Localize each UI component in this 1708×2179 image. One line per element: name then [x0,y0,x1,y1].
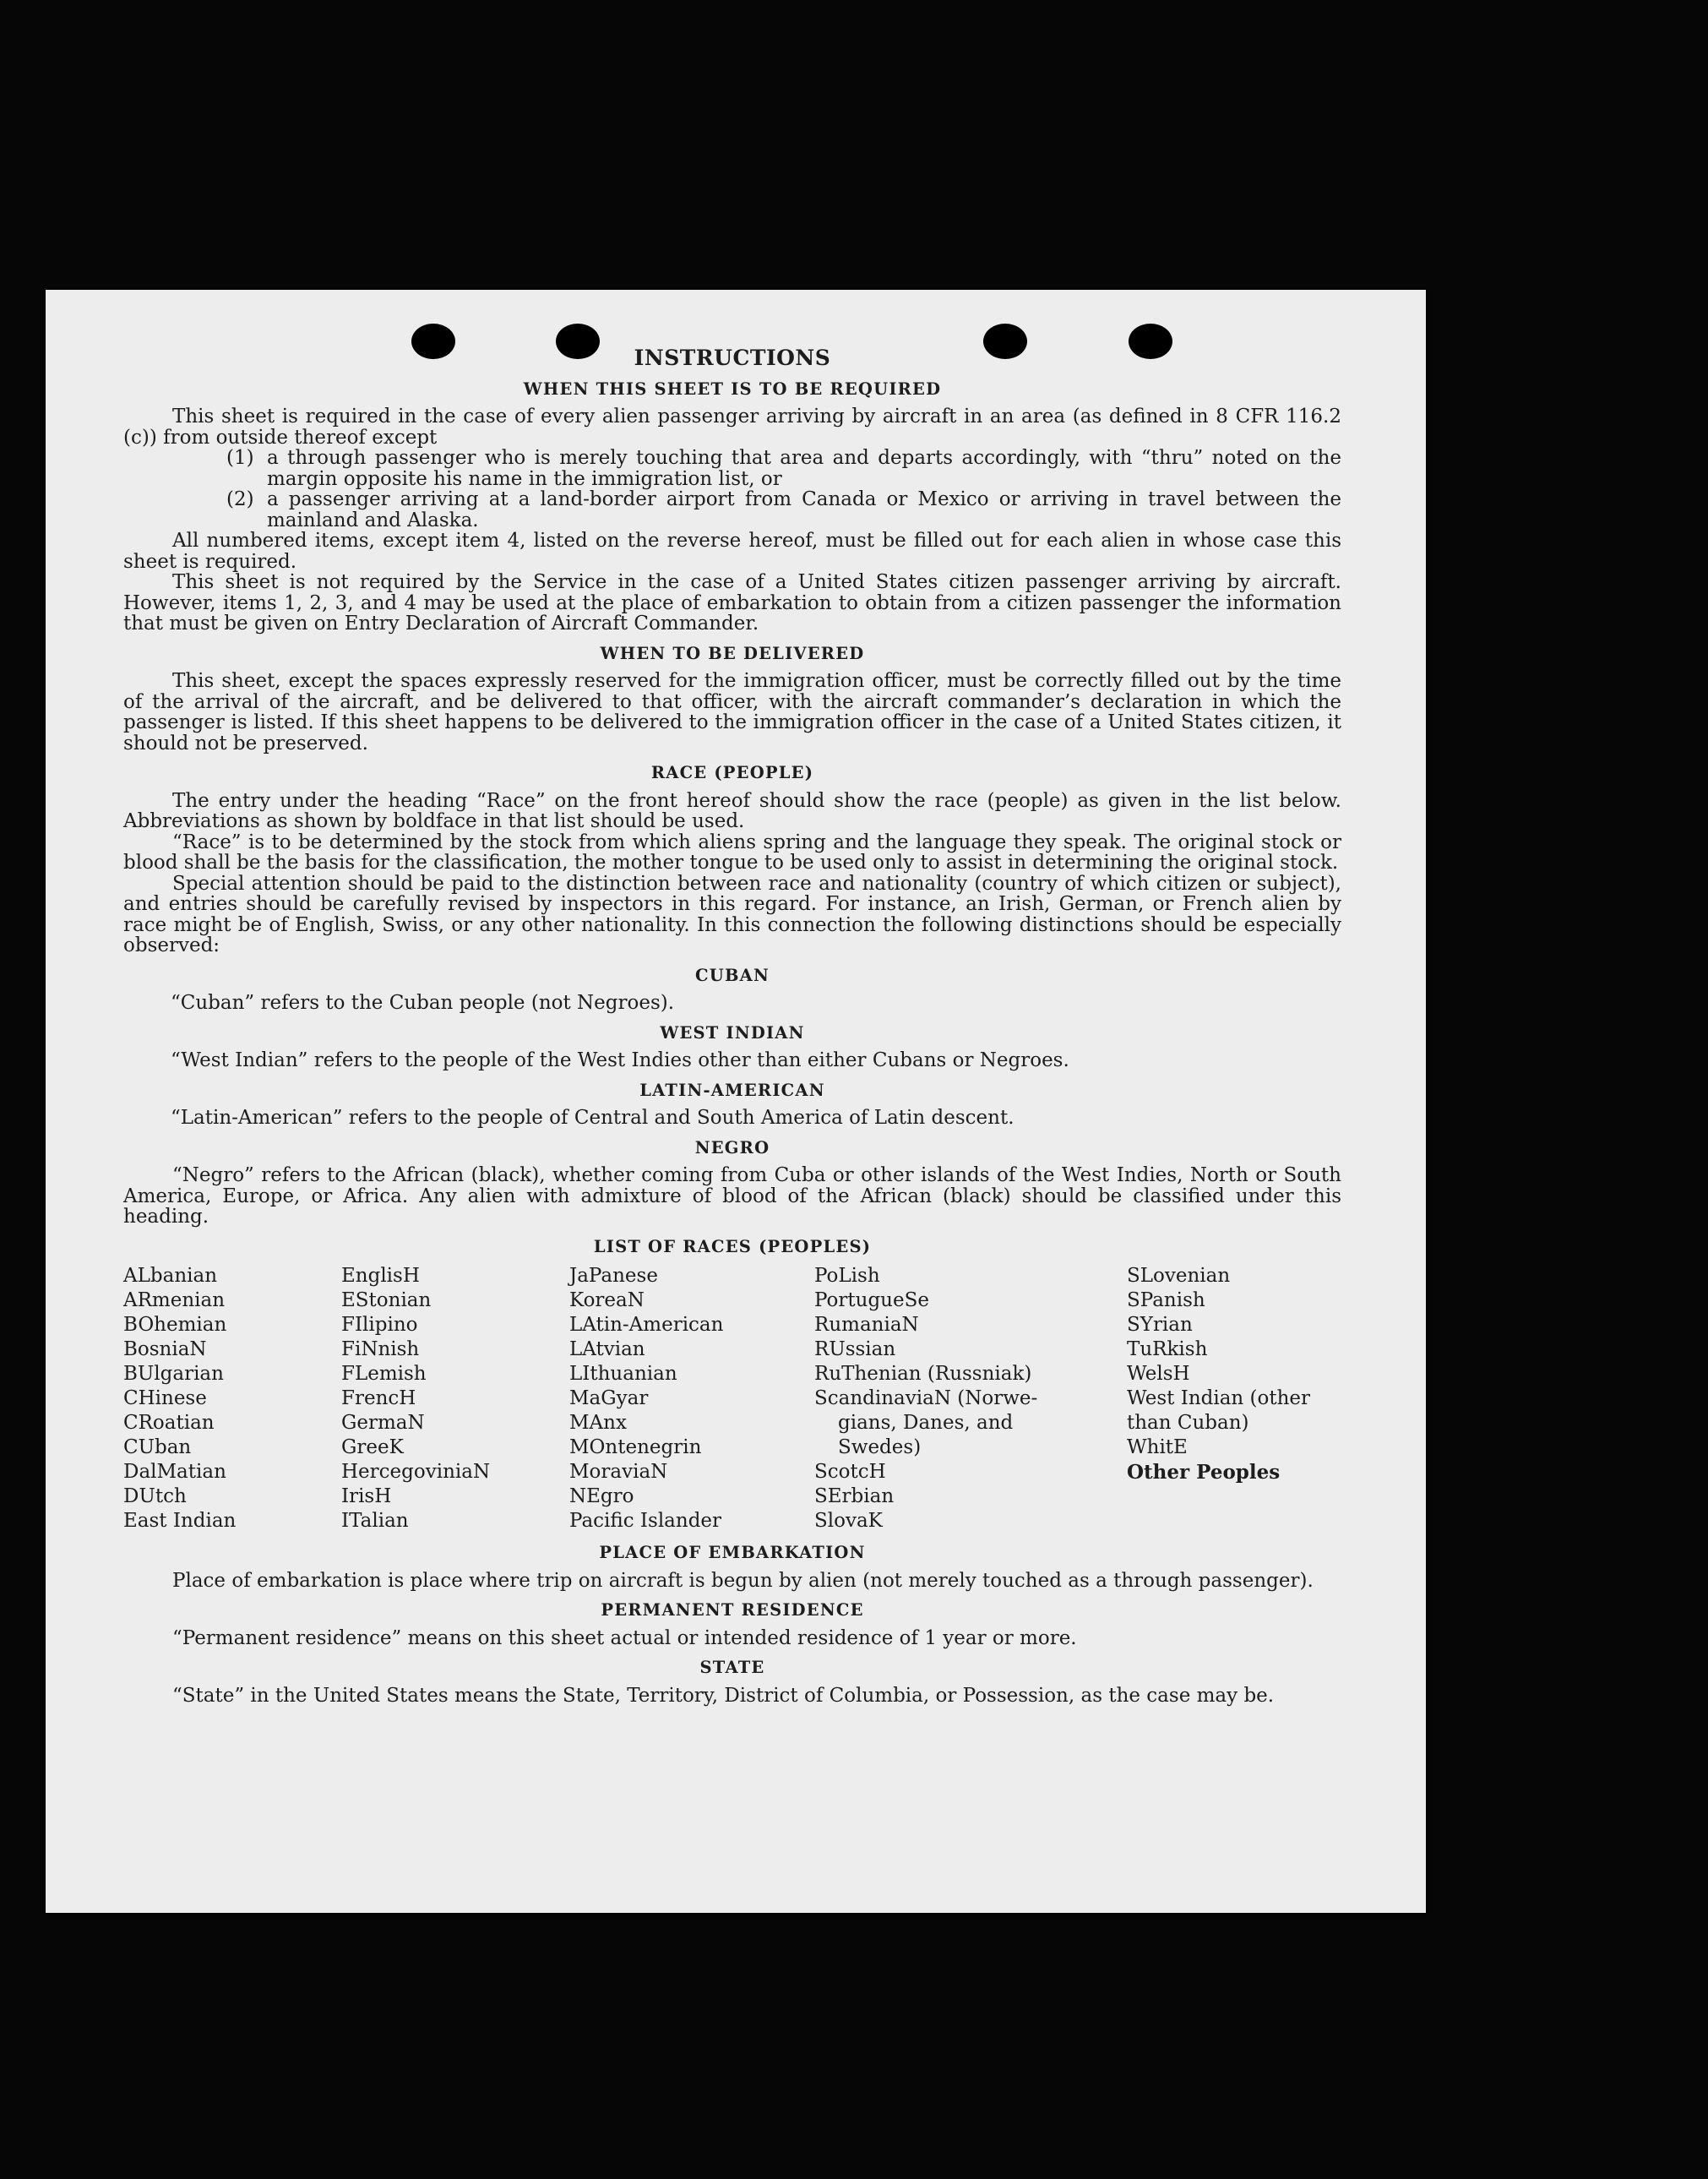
race-entry: HercegoviniaN [341,1461,491,1483]
paragraph: “Race” is to be determined by the stock from which aliens spring and the language they speak. The original stock or blood shall be the basis for the classification, the mother tongue to be used only to assist in determining the original stock. [123,831,1341,874]
race-entry: KoreaN [569,1289,645,1311]
item-number: (2) [226,488,254,510]
races-column [341,1264,569,1533]
race-entry: Pacific Islander [569,1510,722,1532]
heading-race: RACE (PEOPLE) [650,763,814,782]
heading-place-of-embarkation: PLACE OF EMBARKATION [599,1543,866,1562]
paragraph: The entry under the heading “Race” on the front hereof should show the race (people) as given in the list below. Abbreviations as shown by boldface in that list should be used. [123,789,1341,832]
paragraph: This sheet, except the spaces expressly reserved for the immigration officer, must be correctly filled out by the time of the arrival of the aircraft, and be delivered to that officer, with the aircraft commander’s declaration in which the passenger is listed. If this sheet happens to be delivered to the immigration officer in the case of a United States citizen, it should not be preserved. [123,670,1341,754]
race-entry: RuThenian (Russniak) [814,1363,1032,1385]
race-entry: BOhemian [123,1314,227,1336]
race-entry: ScandinaviaN (Norwe- [814,1387,1038,1409]
race-entry: PoLish [814,1265,880,1287]
race-entry: FiNnish [341,1338,420,1360]
list-item [226,489,1341,531]
item-text: a through passenger who is merely touching that area and departs accordingly, with “thru” noted on the margin opposite his name in the immigration list, or [267,447,1341,490]
race-entry: East Indian [123,1510,237,1532]
race-entry: PortugueSe [814,1289,929,1311]
races-column [123,1264,341,1533]
race-entry: West Indian (other [1127,1387,1311,1409]
paragraph: Special attention should be paid to the distinction between race and nationality (country of which citizen or subject), and entries should be carefully revised by inspectors in this regard. For instance, an Irish, German, or French alien by race might be of English, Swiss, or any other nationality. In this connection the following distinctions should be especially observed: [123,872,1341,956]
race-entry: BUlgarian [123,1363,224,1385]
race-entry: ITalian [341,1510,409,1532]
race-entry: LAtin-American [569,1314,724,1336]
race-entry: MOntenegrin [569,1436,702,1458]
races-column [569,1264,814,1533]
race-entry: NEgro [569,1485,634,1507]
race-entry-continued: than Cuban) [1127,1412,1249,1434]
race-entry: SLovenian [1127,1265,1231,1287]
race-entry: ALbanian [123,1265,218,1287]
heading-when-required: WHEN THIS SHEET IS TO BE REQUIRED [523,379,942,399]
race-entry: JaPanese [569,1265,658,1287]
paragraph: “State” in the United States means the State, Territory, District of Columbia, or Possession, as the case may be. [172,1684,1275,1707]
paragraph: All numbered items, except item 4, listed on the reverse hereof, must be filled out for each alien in whose case this sheet is required. [123,530,1341,573]
race-entry: FLemish [341,1363,427,1385]
heading-west-indian: WEST INDIAN [660,1022,805,1043]
race-entry: TuRkish [1127,1338,1208,1360]
race-entry: MoraviaN [569,1461,668,1483]
race-entry: ScotcH [814,1461,886,1483]
race-entry: ARmenian [123,1289,226,1311]
race-entry: SYrian [1127,1314,1193,1336]
paragraph: This sheet is required in the case of every alien passenger arriving by aircraft in an area (as defined in 8 CFR 116.2 (c)) from outside thereof except [123,406,1341,449]
race-entry: CUban [123,1436,192,1458]
list-item [226,448,1341,489]
race-entry-continued: Swedes) [838,1436,922,1458]
race-entry: EnglisH [341,1265,420,1287]
race-entry: FIlipino [341,1314,418,1336]
race-entry: GermaN [341,1412,425,1434]
race-entry: EStonian [341,1289,432,1311]
paragraph: “West Indian” refers to the people of the West Indies other than either Cubans or Negroes. [171,1049,1069,1071]
race-entry: RumaniaN [814,1314,919,1336]
races-column [1127,1264,1341,1533]
race-entry: DalMatian [123,1461,226,1483]
race-entry: CHinese [123,1387,207,1409]
item-number: (1) [226,447,254,469]
race-entry: CRoatian [123,1412,215,1434]
paragraph: “Negro” refers to the African (black), whether coming from Cuba or other islands of the West Indies, North or South America, Europe, or Africa. Any alien with admixture of blood of the African (black) should be classified under this heading. [123,1164,1341,1228]
races-list [123,1264,1341,1533]
race-entry: SlovaK [814,1510,883,1532]
race-entry: Other Peoples [1127,1461,1281,1484]
heading-negro: NEGRO [694,1137,770,1158]
item-text: a passenger arriving at a land-border airport from Canada or Mexico or arriving in travel between the mainland and Alaska. [267,488,1341,531]
race-entry-continued: gians, Danes, and [838,1412,1014,1434]
heading-permanent-residence: PERMANENT RESIDENCE [601,1600,864,1620]
race-entry: SErbian [814,1485,895,1507]
races-column [814,1264,1127,1533]
heading-list-of-races: LIST OF RACES (PEOPLES) [593,1236,872,1256]
race-entry: IrisH [341,1485,392,1507]
paragraph: “Permanent residence” means on this sheet actual or intended residence of 1 year or more. [172,1626,1077,1649]
heading-cuban: CUBAN [695,965,770,985]
paragraph: This sheet is not required by the Service in the case of a United States citizen passenger arriving by aircraft. However, items 1, 2, 3, and 4 may be used at the place of embarkation to obtain from a citizen passenger the information that must be given on Entry Declaration of Aircraft Commander. [123,571,1341,635]
race-entry: DUtch [123,1485,187,1507]
race-entry: WelsH [1127,1363,1190,1385]
race-entry: FrencH [341,1387,416,1409]
heading-state: STATE [699,1658,765,1677]
paragraph: “Cuban” refers to the Cuban people (not Negroes). [171,992,675,1014]
paragraph: Place of embarkation is place where trip on aircraft is begun by alien (not merely touched as a through passenger). [172,1569,1314,1592]
race-entry: MaGyar [569,1387,649,1409]
race-entry: MAnx [569,1412,627,1434]
race-entry: BosniaN [123,1338,207,1360]
race-entry: SPanish [1127,1289,1205,1311]
race-entry: RUssian [814,1338,896,1360]
heading-latin-american: LATIN-AMERICAN [639,1080,825,1100]
race-entry: GreeK [341,1436,404,1458]
heading-when-delivered: WHEN TO BE DELIVERED [600,643,865,663]
paragraph: “Latin-American” refers to the people of Central and South America of Latin descent. [171,1107,1014,1129]
race-entry: LAtvian [569,1338,645,1360]
race-entry: WhitE [1127,1436,1188,1458]
race-entry: LIthuanian [569,1363,677,1385]
page-title: INSTRUCTIONS [634,346,831,370]
instructions-content [123,340,1341,1706]
